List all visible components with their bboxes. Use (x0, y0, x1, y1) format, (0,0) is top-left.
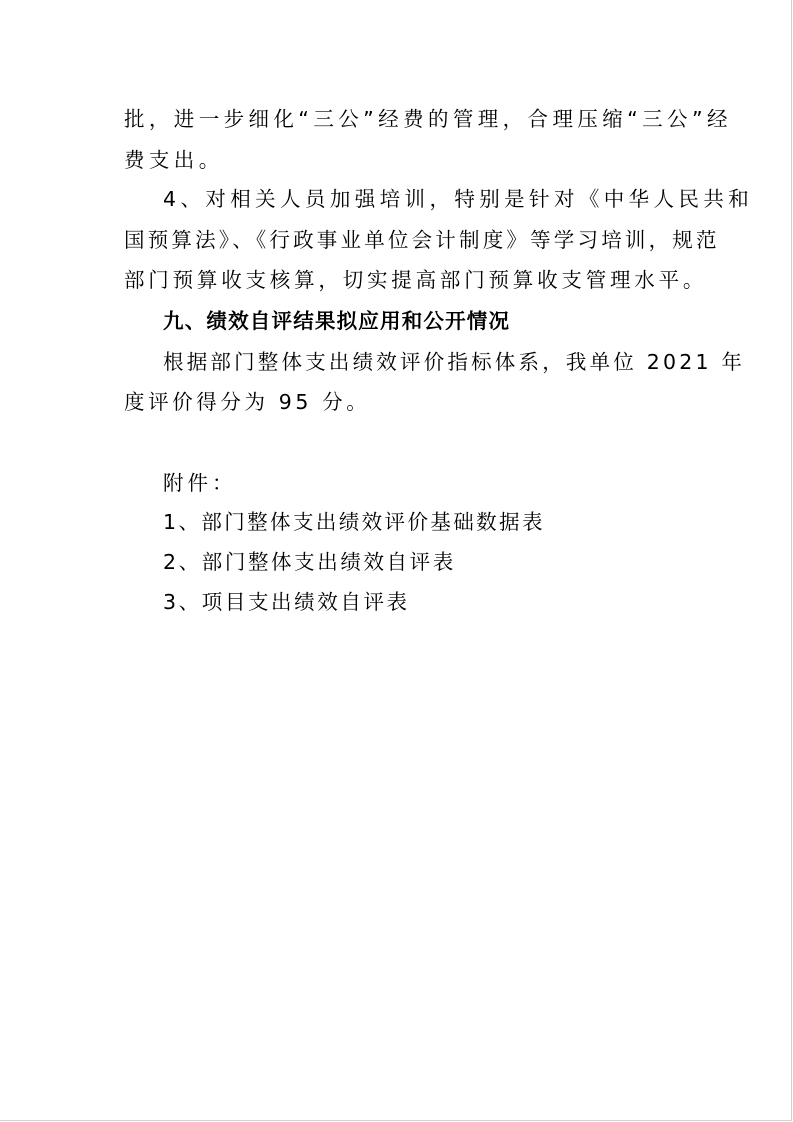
section-heading: 九、绩效自评结果拟应用和公开情况 (163, 309, 511, 333)
attachment-item: 3、项目支出绩效自评表 (163, 590, 410, 614)
section-paragraph-line: 度评价得分为 95 分。 (124, 390, 371, 414)
body-paragraph-line: 费支出。 (124, 148, 224, 172)
section-paragraph-line: 根据部门整体支出绩效评价指标体系，我单位 2021 年 (163, 350, 746, 374)
body-paragraph-line: 国预算法》、《行政事业单位会计制度》等学习培训，规范 (124, 228, 720, 252)
body-paragraph-line: 部门预算收支核算，切实提高部门预算收支管理水平。 (124, 268, 708, 292)
body-paragraph-line: 4、对相关人员加强培训，特别是针对《中华人民共和 (163, 187, 754, 211)
attachments-title: 附件： (163, 471, 237, 495)
body-paragraph-line: 批，进一步细化“三公”经费的管理，合理压缩“三公”经 (124, 107, 732, 131)
attachment-item: 2、部门整体支出绩效自评表 (163, 550, 456, 574)
attachment-item: 1、部门整体支出绩效评价基础数据表 (163, 510, 545, 534)
